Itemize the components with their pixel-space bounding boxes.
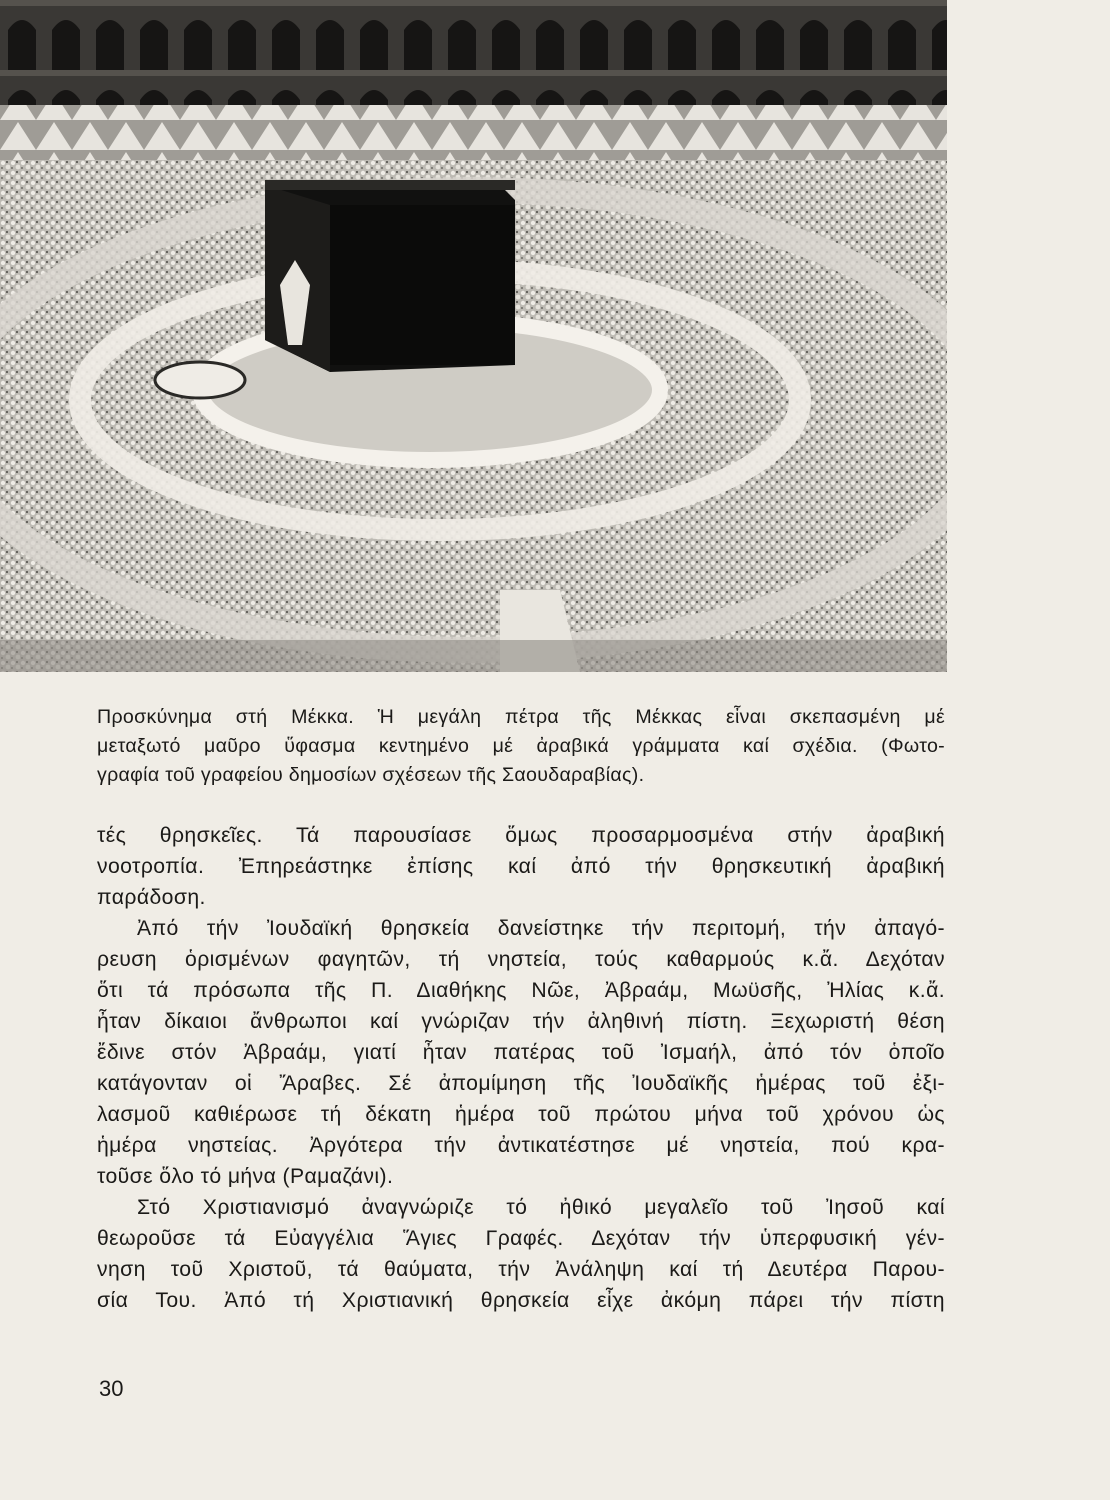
text-line: νηση τοῦ Χριστοῦ, τά θαύματα, τήν Ἀνάληψη καί τή Δευτέρα Παρου- bbox=[97, 1258, 945, 1281]
text-line: Στό Χριστιανισμό ἀναγνώριζε τό ἠθικό μεγαλεῖο τοῦ Ἰησοῦ καί bbox=[137, 1196, 945, 1219]
text-line: σία Του. Ἀπό τή Χριστιανική θρησκεία εἶχε ἀκόμη πάρει τήν πίστη bbox=[97, 1289, 945, 1312]
caption-line: μεταξωτό μαῦρο ὕφασμα κεντημένο μέ ἀραβικά γράμματα καί σχέδια. (Φωτο- bbox=[97, 735, 945, 757]
text-line: κατάγονταν οἱ Ἄραβες. Σέ ἀπομίμηση τῆς Ἰουδαϊκῆς ἡμέρας τοῦ ἐξι- bbox=[97, 1072, 945, 1095]
text-line: λασμοῦ καθιέρωσε τή δέκατη ἡμέρα τοῦ πρώτου μήνα τοῦ χρόνου ὡς bbox=[97, 1103, 945, 1126]
text-line: παράδοση. bbox=[97, 886, 206, 909]
text-line: ὅτι τά πρόσωπα τῆς Π. Διαθήκης Νῶε, Ἀβραάμ, Μωϋσῆς, Ἠλίας κ.ἄ. bbox=[97, 979, 945, 1002]
caption-line: γραφία τοῦ γραφείου δημοσίων σχέσεων τῆς Σαουδαραβίας). bbox=[97, 764, 645, 786]
text-line: νοοτροπία. Ἐπηρεάστηκε ἐπίσης καί ἀπό τήν θρησκευτική ἀραβική bbox=[97, 855, 945, 878]
text-line: Ἀπό τήν Ἰουδαϊκή θρησκεία δανείστηκε τήν περιτομή, τήν ἀπαγό- bbox=[137, 917, 945, 940]
text-line: θεωροῦσε τά Εὐαγγέλια Ἅγιες Γραφές. Δεχόταν τήν ὑπερφυσική γέν- bbox=[97, 1227, 945, 1250]
text-line: ἡμέρα νηστείας. Ἀργότερα τήν ἀντικατέστησε μέ νηστεία, πού κρα- bbox=[97, 1134, 945, 1157]
kaaba-photo bbox=[0, 0, 947, 672]
photo-illustration bbox=[0, 0, 947, 672]
text-line: ρευση ὁρισμένων φαγητῶν, τή νηστεία, τούς καθαρμούς κ.ἄ. Δεχόταν bbox=[97, 948, 945, 971]
photo-caption bbox=[97, 703, 945, 790]
text-line: τοῦσε ὅλο τό μήνα (Ραμαζάνι). bbox=[97, 1165, 394, 1188]
text-line: τές θρησκεῖες. Τά παρουσίασε ὅμως προσαρμοσμένα στήν ἀραβική bbox=[97, 824, 945, 847]
text-line: ἦταν δίκαιοι ἄνθρωποι καί γνώριζαν τήν ἀληθινή πίστη. Ξεχωριστή θέση bbox=[97, 1010, 945, 1033]
caption-line: Προσκύνημα στή Μέκκα. Ἡ μεγάλη πέτρα τῆς Μέκκας εἶναι σκεπασμένη μέ bbox=[97, 706, 945, 728]
text-line: ἔδινε στόν Ἀβραάμ, γιατί ἦταν πατέρας τοῦ Ἰσμαήλ, ἀπό τόν ὁποῖο bbox=[97, 1041, 945, 1064]
page-number: 30 bbox=[99, 1376, 124, 1401]
body-text bbox=[97, 820, 945, 1316]
